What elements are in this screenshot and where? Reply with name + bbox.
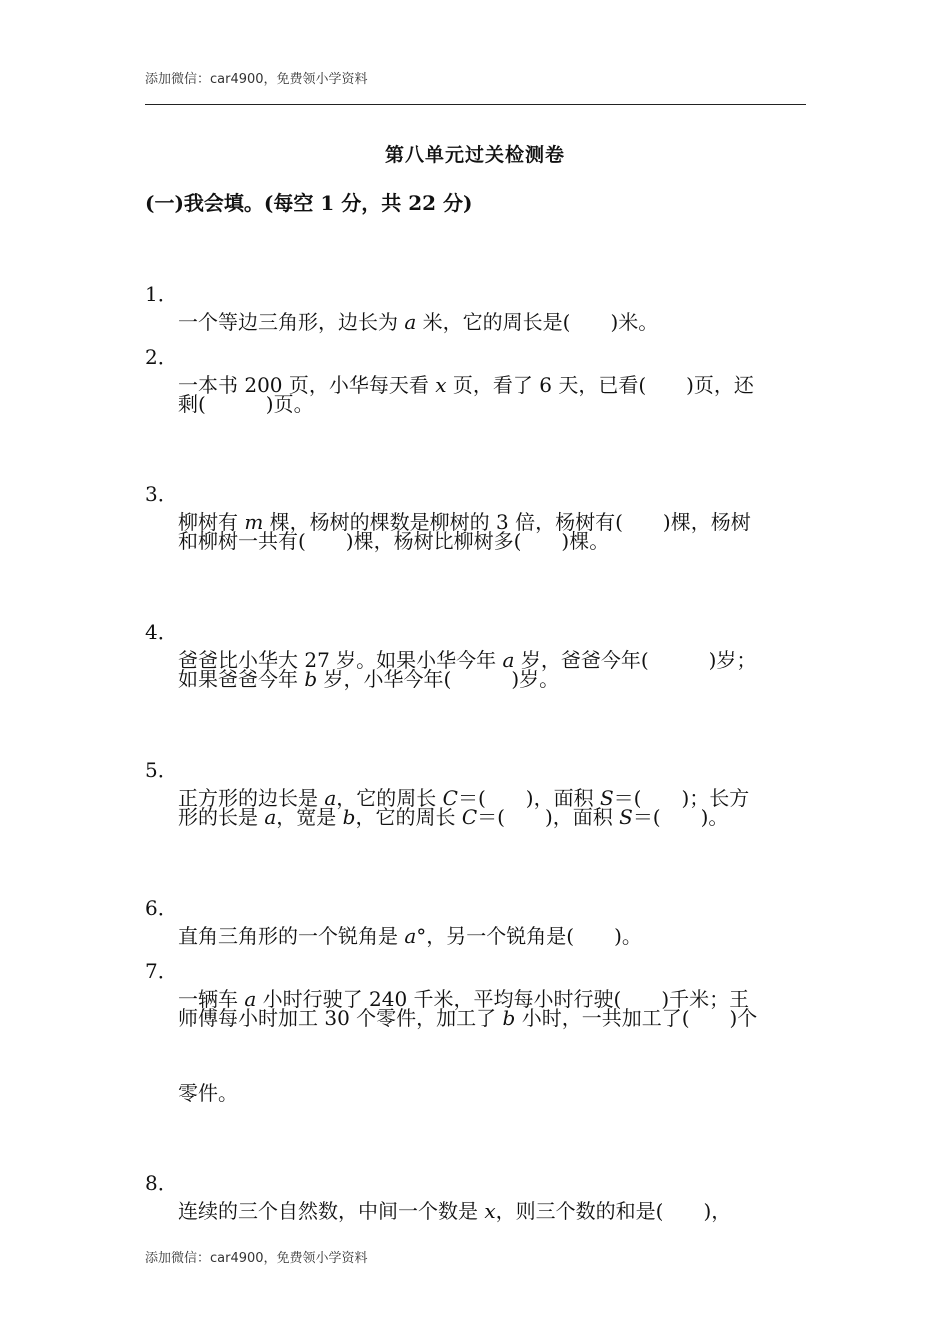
question-4-line-2: 如果爸爸今年 b 岁，小华今年( )岁。	[178, 667, 560, 691]
footer-note: 添加微信：car4900，免费领小学资料	[145, 1251, 368, 1266]
question-1: 1． 一个等边三角形，边长为 a 米，它的周长是( )米。	[145, 282, 659, 334]
question-7: 7． 一辆车 a 小时行驶了 240 千米，平均每小时行驶( )千米；王	[145, 959, 750, 1011]
question-number: 4．	[145, 620, 178, 644]
section-heading: (一)我会填。(每空 1 分，共 22 分)	[145, 191, 473, 215]
page-title: 第八单元过关检测卷	[384, 144, 565, 166]
question-6: 6． 直角三角形的一个锐角是 a°，另一个锐角是( )。	[145, 896, 642, 948]
question-number: 7．	[145, 959, 178, 983]
header-rule	[145, 104, 806, 105]
question-5-line-2: 形的长是 a，宽是 b，它的周长 C＝( )，面积 S＝( )。	[178, 805, 729, 829]
question-8: 8． 连续的三个自然数，中间一个数是 x，则三个数的和是( )，	[145, 1171, 732, 1223]
question-number: 1．	[145, 282, 178, 306]
question-7-line-3: 零件。	[178, 1081, 238, 1105]
question-number: 2．	[145, 345, 178, 369]
question-4: 4． 爸爸比小华大 27 岁。如果小华今年 a 岁，爸爸今年( )岁；	[145, 620, 757, 672]
question-2-line-2: 剩( )页。	[178, 392, 314, 416]
question-number: 6．	[145, 896, 178, 920]
question-3-line-2: 和柳树一共有( )棵，杨树比柳树多( )棵。	[178, 529, 610, 553]
question-number: 8．	[145, 1171, 178, 1195]
question-7-line-2: 师傅每小时加工 30 个零件，加工了 b 小时，一共加工了( )个	[178, 1006, 758, 1030]
question-5: 5． 正方形的边长是 a，它的周长 C＝( )，面积 S＝( )；长方	[145, 758, 750, 810]
header-note: 添加微信：car4900，免费领小学资料	[145, 72, 368, 87]
question-number: 5．	[145, 758, 178, 782]
question-2: 2． 一本书 200 页，小华每天看 x 页，看了 6 天，已看( )页，还	[145, 345, 754, 397]
question-3: 3． 柳树有 m 棵，杨树的棵数是柳树的 3 倍，杨树有( )棵，杨树	[145, 482, 751, 534]
question-number: 3．	[145, 482, 178, 506]
